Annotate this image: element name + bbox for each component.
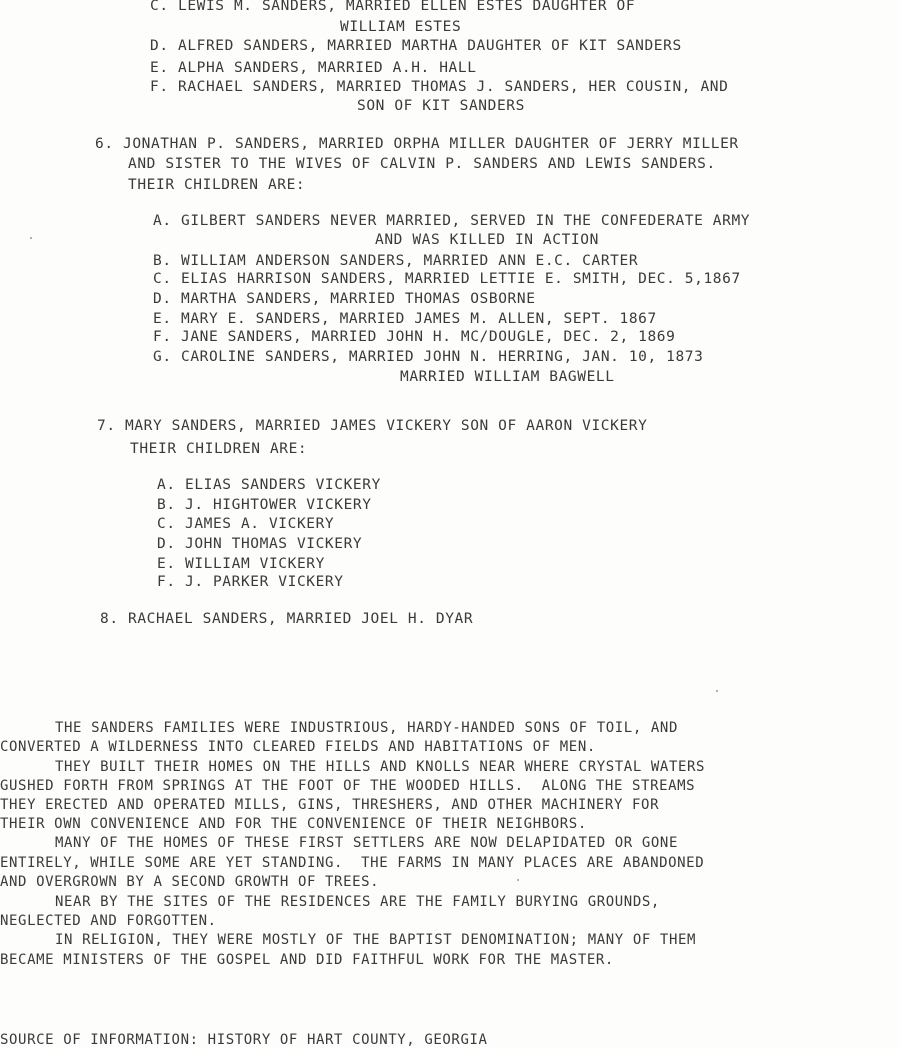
child-entry: F. RACHAEL SANDERS, MARRIED THOMAS J. SANDERS, HER COUSIN, AND [150,79,729,95]
narrative-line: NEAR BY THE SITES OF THE RESIDENCES ARE THE FAMILY BURYING GROUNDS, [55,894,660,910]
narrative-line: CONVERTED A WILDERNESS INTO CLEARED FIELDS AND HABITATIONS OF MEN. [0,739,596,755]
child-entry: D. ALFRED SANDERS, MARRIED MARTHA DAUGHTER OF KIT SANDERS [150,38,682,54]
child-entry: A. ELIAS SANDERS VICKERY [157,477,381,493]
family-heading: 7. MARY SANDERS, MARRIED JAMES VICKERY SON OF AARON VICKERY [97,418,648,434]
child-entry: C. LEWIS M. SANDERS, MARRIED ELLEN ESTES DAUGHTER OF [150,0,636,14]
narrative-line: BECAME MINISTERS OF THE GOSPEL AND DID FAITHFUL WORK FOR THE MASTER. [0,952,614,968]
child-entry: F. JANE SANDERS, MARRIED JOHN H. MC/DOUGLE, DEC. 2, 1869 [153,329,676,345]
narrative-line: ENTIRELY, WHILE SOME ARE YET STANDING. THE FARMS IN MANY PLACES ARE ABANDONED [0,855,705,871]
child-entry: G. CAROLINE SANDERS, MARRIED JOHN N. HERRING, JAN. 10, 1873 [153,349,704,365]
child-entry: D. MARTHA SANDERS, MARRIED THOMAS OSBORNE [153,291,536,307]
scan-speck [517,879,519,881]
source-citation: SOURCE OF INFORMATION: HISTORY OF HART COUNTY, GEORGIA [0,1032,488,1047]
child-entry: E. WILLIAM VICKERY [157,556,325,572]
child-entry-continuation: AND WAS KILLED IN ACTION [375,232,599,248]
child-entry: C. ELIAS HARRISON SANDERS, MARRIED LETTIE E. SMITH, DEC. 5,1867 [153,271,741,287]
narrative-line: GUSHED FORTH FROM SPRINGS AT THE FOOT OF THE WOODED HILLS. ALONG THE STREAMS [0,778,696,794]
child-entry: A. GILBERT SANDERS NEVER MARRIED, SERVED IN THE CONFEDERATE ARMY [153,213,751,229]
child-entry: E. MARY E. SANDERS, MARRIED JAMES M. ALLEN, SEPT. 1867 [153,311,657,327]
children-intro: THEIR CHILDREN ARE: [130,441,308,457]
child-entry: B. WILLIAM ANDERSON SANDERS, MARRIED ANN E.C. CARTER [153,253,639,269]
scan-speck [716,690,718,692]
scan-speck [30,237,32,239]
narrative-line: THEIR OWN CONVENIENCE AND FOR THE CONVENIENCE OF THEIR NEIGHBORS. [0,816,587,832]
child-entry-continuation: MARRIED WILLIAM BAGWELL [400,369,615,385]
narrative-line: NEGLECTED AND FORGOTTEN. [0,913,217,929]
narrative-line: MANY OF THE HOMES OF THESE FIRST SETTLERS ARE NOW DELAPIDATED OR GONE [55,835,678,851]
narrative-line: THE SANDERS FAMILIES WERE INDUSTRIOUS, HARDY-HANDED SONS OF TOIL, AND [55,720,678,736]
narrative-line: THEY BUILT THEIR HOMES ON THE HILLS AND KNOLLS NEAR WHERE CRYSTAL WATERS [55,759,706,775]
child-entry: F. J. PARKER VICKERY [157,574,344,590]
narrative-line: IN RELIGION, THEY WERE MOSTLY OF THE BAPTIST DENOMINATION; MANY OF THEM [55,932,697,948]
family-heading-continuation: AND SISTER TO THE WIVES OF CALVIN P. SANDERS AND LEWIS SANDERS. [128,156,716,172]
narrative-line: THEY ERECTED AND OPERATED MILLS, GINS, THRESHERS, AND OTHER MACHINERY FOR [0,797,660,813]
child-entry-continuation: SON OF KIT SANDERS [357,98,525,114]
family-heading: 6. JONATHAN P. SANDERS, MARRIED ORPHA MILLER DAUGHTER OF JERRY MILLER [95,136,739,152]
children-intro: THEIR CHILDREN ARE: [128,177,306,193]
child-entry: B. J. HIGHTOWER VICKERY [157,497,372,513]
child-entry-continuation: WILLIAM ESTES [340,19,462,35]
child-entry: D. JOHN THOMAS VICKERY [157,536,363,552]
child-entry: C. JAMES A. VICKERY [157,516,335,532]
family-heading: 8. RACHAEL SANDERS, MARRIED JOEL H. DYAR [100,611,474,627]
narrative-line: AND OVERGROWN BY A SECOND GROWTH OF TREES. [0,874,380,890]
child-entry: E. ALPHA SANDERS, MARRIED A.H. HALL [150,60,477,76]
